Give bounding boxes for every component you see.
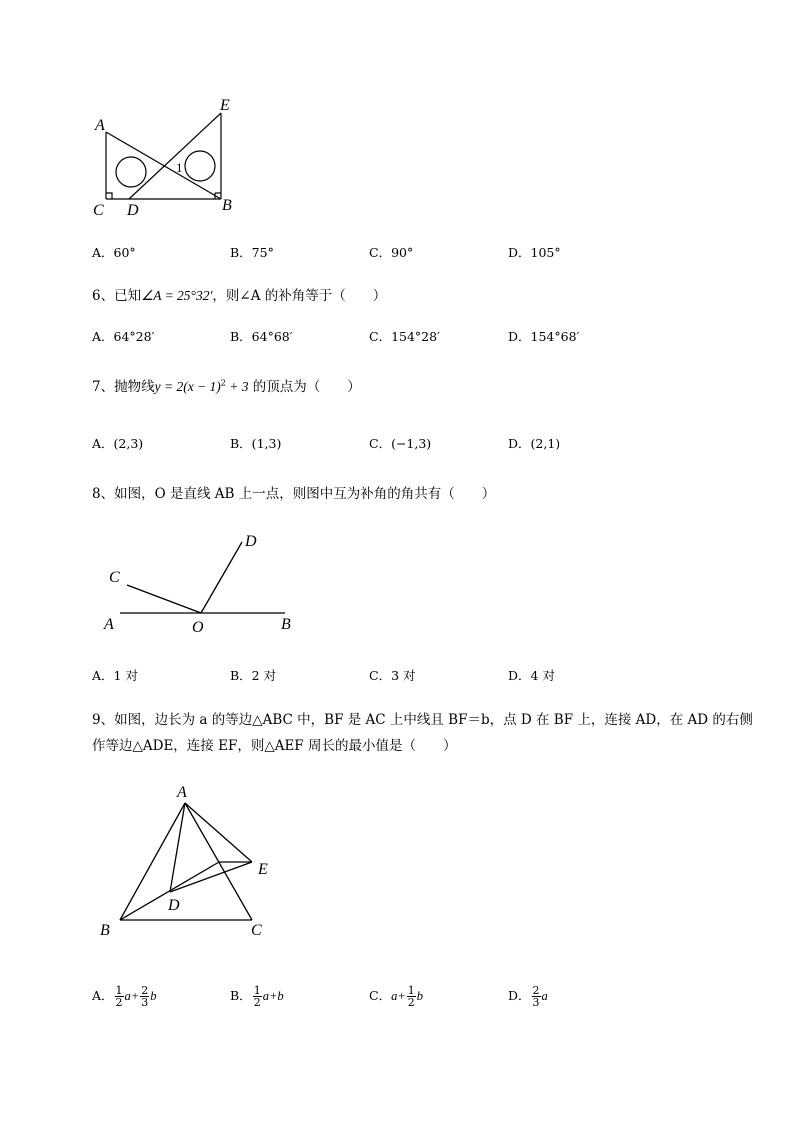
fraction bbox=[407, 985, 416, 1008]
q7-stem-expr-a: y = 2(x − 1) bbox=[154, 379, 221, 394]
fig9-label-c: C bbox=[251, 922, 262, 939]
fraction bbox=[253, 985, 262, 1008]
q9-stem-line1: 9、如图，边长为 a 的等边△ABC 中，BF 是 AC 上中线且 BF＝b，点 D 在 BF 上，连接 AD，在 AD 的右侧 bbox=[92, 712, 753, 728]
fraction bbox=[115, 985, 124, 1008]
fig5-label-c: C bbox=[93, 202, 104, 219]
fraction-numerator: 1 bbox=[407, 984, 415, 997]
q7-option-b[interactable]: B．(1,3) bbox=[230, 436, 282, 451]
q7-stem-exponent: 2 bbox=[220, 378, 226, 388]
q9-option-b-tail: a+b bbox=[262, 989, 284, 1003]
fig9-label-d: D bbox=[168, 897, 180, 914]
q9-option-b-prefix: B． bbox=[230, 988, 252, 1003]
fig8-label-d: D bbox=[245, 533, 257, 550]
q6-stem bbox=[92, 284, 386, 304]
fraction-denominator: 3 bbox=[532, 996, 540, 1009]
q6-stem-expr: ∠A = 25°32′ bbox=[141, 288, 213, 303]
q8-option-b[interactable]: B．2 对 bbox=[230, 668, 277, 683]
fraction-denominator: 2 bbox=[407, 996, 415, 1009]
q9-option-a-tail: b bbox=[150, 989, 157, 1003]
fraction-numerator: 1 bbox=[115, 984, 123, 997]
q9-option-a-mid: a+ bbox=[124, 989, 140, 1003]
q9-option-c[interactable] bbox=[369, 985, 423, 1008]
fig9-label-e: E bbox=[258, 861, 268, 878]
q8-option-d[interactable]: D．4 对 bbox=[508, 668, 555, 683]
fraction-denominator: 3 bbox=[141, 996, 149, 1009]
q9-option-d-prefix: D． bbox=[508, 988, 531, 1003]
q9-option-a-prefix: A． bbox=[92, 988, 114, 1003]
q9-option-d[interactable] bbox=[508, 985, 548, 1008]
q9-option-c-prefix: C． bbox=[369, 988, 392, 1003]
q7-stem-pre: 7、抛物线 bbox=[92, 379, 155, 395]
q5-option-a[interactable]: A．60° bbox=[92, 245, 136, 260]
q6-option-c[interactable]: C．154°28′ bbox=[369, 329, 440, 344]
q5-option-b[interactable]: B．75° bbox=[230, 245, 274, 260]
fraction-denominator: 2 bbox=[253, 996, 261, 1009]
q9-option-b[interactable] bbox=[230, 985, 284, 1008]
q6-stem-post: ，则∠A 的补角等于（ ） bbox=[212, 288, 387, 304]
fig8-label-b: B bbox=[281, 616, 291, 633]
fig5-label-d: D bbox=[127, 202, 139, 219]
fraction bbox=[140, 985, 149, 1008]
q6-stem-pre: 6、已知 bbox=[92, 288, 142, 304]
fraction-numerator: 2 bbox=[532, 984, 540, 997]
q5-option-d[interactable]: D．105° bbox=[508, 245, 561, 260]
q6-option-a[interactable]: A．64°28′ bbox=[92, 329, 155, 344]
q7-option-d[interactable]: D．(2,1) bbox=[508, 436, 561, 451]
q8-option-c[interactable]: C．3 对 bbox=[369, 668, 416, 683]
q9-figure bbox=[95, 778, 285, 940]
fraction-numerator: 2 bbox=[141, 984, 149, 997]
q8-option-a[interactable]: A．1 对 bbox=[92, 668, 138, 683]
q5-figure bbox=[88, 92, 248, 222]
q7-option-c[interactable]: C．(−1,3) bbox=[369, 436, 432, 451]
q7-stem-expr-b: + 3 bbox=[225, 379, 249, 394]
q9-option-c-head: a+ bbox=[391, 989, 406, 1003]
q5-option-c[interactable]: C．90° bbox=[369, 245, 414, 260]
fig5-label-a: A bbox=[95, 117, 105, 134]
fraction bbox=[532, 985, 541, 1008]
q7-stem-post: 的顶点为（ ） bbox=[248, 379, 361, 395]
q8-stem: 8、如图，O 是直线 AB 上一点，则图中互为补角的角共有（ ） bbox=[92, 486, 496, 502]
q6-option-b[interactable]: B．64°68′ bbox=[230, 329, 293, 344]
fig5-label-e: E bbox=[220, 97, 230, 114]
q9-option-c-tail: b bbox=[416, 989, 424, 1003]
q7-option-a[interactable]: A．(2,3) bbox=[92, 436, 144, 451]
q9-option-d-tail: a bbox=[541, 989, 548, 1003]
fig5-label-b: B bbox=[222, 197, 232, 214]
fig9-label-b: B bbox=[100, 922, 110, 939]
q7-stem bbox=[92, 375, 361, 395]
q9-stem-line2: 作等边△ADE，连接 EF，则△AEF 周长的最小值是（ ） bbox=[92, 738, 457, 754]
q9-option-a[interactable] bbox=[92, 985, 156, 1008]
fraction-numerator: 1 bbox=[253, 984, 261, 997]
q6-option-d[interactable]: D．154°68′ bbox=[508, 329, 580, 344]
fraction-denominator: 2 bbox=[115, 996, 123, 1009]
fig5-angle-1: 1 bbox=[176, 160, 183, 175]
fig8-label-o: O bbox=[192, 619, 204, 636]
fig8-label-a: A bbox=[104, 616, 114, 633]
fig9-label-a: A bbox=[177, 784, 187, 801]
fig8-label-c: C bbox=[109, 569, 120, 586]
q8-figure bbox=[100, 525, 300, 640]
